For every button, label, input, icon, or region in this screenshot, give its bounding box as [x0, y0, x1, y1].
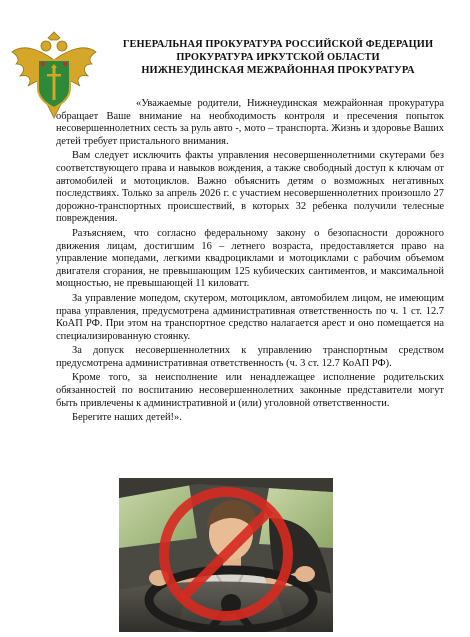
- paragraph-law: Разъясняем, что согласно федеральному закону о безопасности дорожного движения лицам, достигшим 16 – летнего возраста, предоставляется право на управление мопедами, легкими квадроциклами и мотоциклами с рабочим объемом двигателя сгорания, не превышающим 125 кубических сантиментов, и максимальной мощностью, не превышающей 11 киловатт.: [56, 227, 444, 290]
- paragraph-liability: За управление мопедом, скутером, мотоциклом, автомобилем лицом, не имеющим права управления, предусмотрена административная ответственность по ч. 1 ст. 12.7 КоАП РФ. При этом на транспортное средство налагается арест и оно помещается на специализированную стоянку.: [56, 292, 444, 342]
- paragraph-admission: За допуск несовершеннолетних к управлению транспортным средством предусмотрена административная ответственность (ч. 3 ст. 12.7 КоАП РФ).: [56, 345, 444, 369]
- paragraph-closing: Берегите наших детей!».: [72, 412, 182, 424]
- car-interior-illustration: [119, 478, 333, 632]
- paragraph-parents: Кроме того, за неисполнение или ненадлежащее исполнение родительских обязанностей по воспитанию несовершеннолетних законные представители могут быть привлечены к административной и (или) уголовной ответственности.: [56, 372, 444, 409]
- document-body: [56, 98, 444, 427]
- header-line-1: ГЕНЕРАЛЬНАЯ ПРОКУРАТУРА РОССИЙСКОЙ ФЕДЕРАЦИИ: [122, 39, 434, 50]
- paragraph-warning: Вам следует исключить факты управления несовершеннолетними скутерами без соответствующего права и навыков вождения, а также свободный доступ к ключам от автомобилей и мотоциклов. Важно объяснить детям о возможных негативных последствиях. Только за апрель 2026 г. с участием несовершеннолетних произошло 27 дорожно-транспортных происшествий, в которых 32 ребенка получили телесные повреждения.: [56, 150, 444, 225]
- header-line-3: НИЖНЕУДИНСКАЯ МЕЖРАЙОННАЯ ПРОКУРАТУРА: [141, 65, 415, 76]
- paragraph-appeal: «Уважаемые родители, Нижнеудинская межрайонная прокуратура обращает Ваше внимание на необходимость контроля и пресечения попыток несовершеннолетних сесть за руль авто -, мото – транспорта. Жизнь и здоровье Ваших детей требует пристального внимания.: [56, 98, 444, 147]
- header-line-2: ПРОКУРАТУРА ИРКУТСКОЙ ОБЛАСТИ: [176, 52, 380, 63]
- document-header: [108, 38, 448, 77]
- child-driving-photo: [119, 478, 333, 632]
